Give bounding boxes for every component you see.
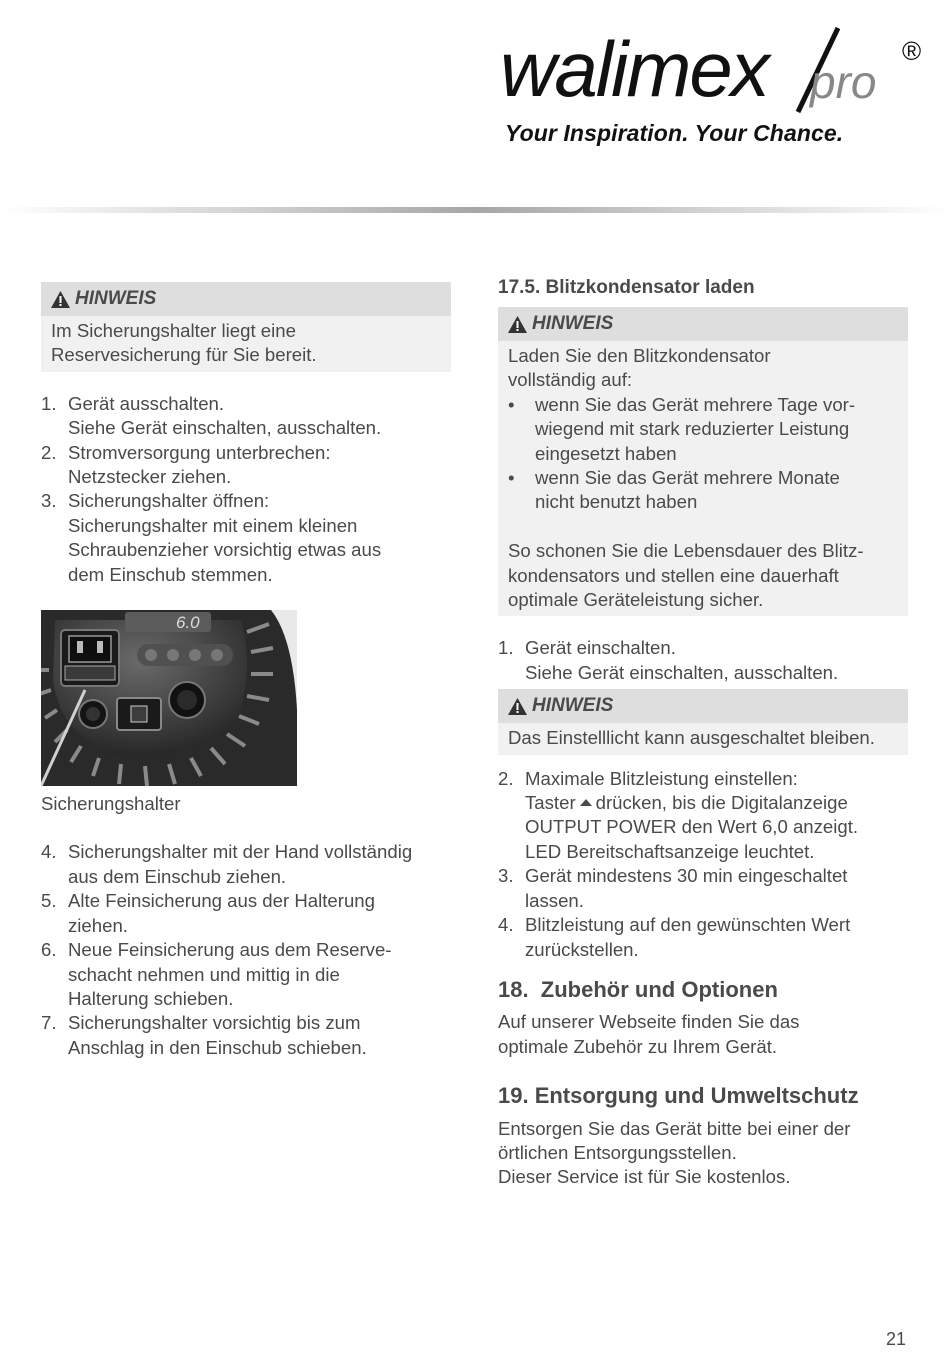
- hinweis-body: [498, 723, 908, 754]
- bullet-text: wenn Sie das Gerät mehrere Monate: [535, 467, 840, 489]
- step-text: zurückstellen.: [525, 938, 639, 960]
- step-text: Siehe Gerät einschalten, ausschalten.: [68, 417, 382, 439]
- section-text: Dieser Service ist für Sie kostenlos.: [498, 1166, 791, 1188]
- section-text: örtlichen Entsorgungsstellen.: [498, 1141, 737, 1163]
- step-text: OUTPUT POWER den Wert 6,0 anzeigt.: [525, 816, 859, 838]
- bullet-marker: •: [508, 467, 515, 489]
- hinweis-text: vollständig auf:: [508, 369, 633, 391]
- step-text: Sicherungshalter vorsichtig bis zum: [68, 1012, 361, 1034]
- step-item: [41, 840, 451, 889]
- registered-mark: ®: [902, 36, 922, 66]
- step-item: [41, 441, 451, 490]
- brand-tagline: Your Inspiration. Your Chance.: [505, 120, 844, 146]
- step-number: 2.: [41, 441, 57, 463]
- step-item: [41, 392, 451, 441]
- page-number: 21: [886, 1329, 907, 1349]
- bullet-item: [508, 466, 898, 515]
- step-list: [41, 840, 451, 1060]
- left-column: [41, 275, 451, 1060]
- hinweis-title: HINWEIS: [75, 287, 157, 309]
- step-item: [498, 913, 908, 962]
- hinweis-header: [498, 307, 908, 341]
- logo-suffix: pro: [810, 56, 877, 108]
- hinweis-body: [498, 341, 908, 616]
- step-text: Anschlag in den Einschub schieben.: [68, 1036, 367, 1058]
- step-text: lassen.: [525, 889, 584, 911]
- section-heading: 18. Zubehör und Optionen: [498, 976, 778, 1002]
- hinweis-box: [498, 307, 908, 616]
- step-number: 3.: [41, 490, 57, 512]
- step-number: 4.: [41, 841, 57, 863]
- photo-caption: Sicherungshalter: [41, 793, 181, 815]
- step-text: Siehe Gerät einschalten, ausschalten.: [525, 661, 839, 683]
- step-text: drücken, bis die Digitalanzeige: [595, 792, 848, 814]
- step-text: Neue Feinsicherung aus dem Reserve-: [68, 939, 392, 961]
- step-text: Sicherungshalter mit der Hand vollständig: [68, 841, 413, 863]
- section-body: [498, 1010, 908, 1059]
- step-text: Sicherungshalter öffnen:: [68, 490, 270, 512]
- section-text: optimale Zubehör zu Ihrem Gerät.: [498, 1035, 778, 1057]
- bullet-text: wiegend mit stark reduzierter Leistung: [535, 418, 850, 440]
- step-text: schacht nehmen und mittig in die: [68, 963, 340, 985]
- up-arrow-icon: [580, 799, 592, 806]
- hinweis-title: HINWEIS: [532, 312, 614, 334]
- step-item: [498, 767, 908, 865]
- section-heading: 19. Entsorgung und Umweltschutz: [498, 1083, 859, 1109]
- step-number: 6.: [41, 939, 57, 961]
- bullet-list: [508, 393, 898, 515]
- step-text: dem Einschub stemmen.: [68, 563, 273, 585]
- step-number: 7.: [41, 1012, 57, 1034]
- header-divider: [0, 207, 950, 213]
- step-text: Gerät einschalten.: [525, 637, 676, 659]
- hinweis-body: [41, 316, 451, 372]
- step-text: Gerät mindestens 30 min eingeschaltet: [525, 865, 848, 887]
- step-list: [498, 636, 908, 685]
- step-item: [41, 938, 451, 1011]
- step-item: [41, 889, 451, 938]
- step-text: Blitzleistung auf den gewünschten Wert: [525, 914, 851, 936]
- hinweis-box: [498, 689, 908, 754]
- logo-wordmark: walimex: [500, 25, 768, 113]
- hinweis-text: optimale Geräteleistung sicher.: [508, 589, 764, 611]
- step-number: 2.: [498, 767, 514, 789]
- bullet-item: [508, 393, 898, 466]
- hinweis-text: Reservesicherung für Sie bereit.: [51, 344, 317, 366]
- photo-display-readout: 6.0: [176, 613, 200, 633]
- hinweis-text: Im Sicherungshalter liegt eine: [51, 320, 296, 341]
- hinweis-text: So schonen Sie die Lebensdauer des Blitz-: [508, 540, 864, 562]
- bullet-text: nicht benutzt haben: [535, 491, 698, 513]
- step-text: Alte Feinsicherung aus der Halterung: [68, 890, 375, 912]
- step-number: 3.: [498, 865, 514, 887]
- warning-icon: [508, 698, 527, 715]
- step-number: 5.: [41, 890, 57, 912]
- step-number: 1.: [498, 637, 514, 659]
- step-text: Gerät ausschalten.: [68, 392, 225, 414]
- step-text: ziehen.: [68, 914, 128, 936]
- step-text: Netzstecker ziehen.: [68, 466, 232, 488]
- fuse-holder-photo: [41, 610, 451, 786]
- step-text: Sicherungshalter mit einem kleinen: [68, 514, 358, 536]
- step-text: Maximale Blitzleistung einstellen:: [525, 767, 798, 789]
- warning-icon: [508, 316, 527, 333]
- right-column: [498, 276, 908, 1190]
- step-number: 4.: [498, 914, 514, 936]
- step-text: LED Bereitschaftsanzeige leuchtet.: [525, 840, 815, 862]
- step-text: Taster: [525, 792, 576, 814]
- hinweis-text: Laden Sie den Blitzkondensator: [508, 345, 771, 366]
- warning-icon: [51, 291, 70, 308]
- bullet-text: eingesetzt haben: [535, 442, 677, 464]
- step-text: Schraubenzieher vorsichtig etwas aus: [68, 539, 382, 561]
- subsection-heading: 17.5. Blitzkondensator laden: [498, 277, 755, 298]
- step-item: [498, 636, 908, 685]
- bullet-marker: •: [508, 393, 515, 415]
- step-item: [498, 864, 908, 913]
- hinweis-header: [498, 689, 908, 723]
- bullet-text: wenn Sie das Gerät mehrere Tage vor-: [535, 393, 856, 415]
- step-list: [498, 767, 908, 962]
- step-item: [41, 1011, 451, 1060]
- hinweis-text: kondensators und stellen eine dauerhaft: [508, 564, 839, 586]
- step-number: 1.: [41, 392, 57, 414]
- hinweis-box: [41, 282, 451, 372]
- step-item: [41, 489, 451, 587]
- step-text: Halterung schieben.: [68, 987, 234, 1009]
- hinweis-title: HINWEIS: [532, 695, 614, 717]
- section-text: Auf unserer Webseite finden Sie das: [498, 1011, 800, 1033]
- step-text: Stromversorgung unterbrechen:: [68, 441, 331, 463]
- section-body: [498, 1117, 908, 1190]
- section-text: Entsorgen Sie das Gerät bitte bei einer der: [498, 1117, 851, 1139]
- hinweis-header: [41, 282, 451, 316]
- step-text: aus dem Einschub ziehen.: [68, 865, 287, 887]
- hinweis-text: Das Einstelllicht kann ausgeschaltet bleiben.: [508, 727, 875, 749]
- step-list: [41, 392, 451, 587]
